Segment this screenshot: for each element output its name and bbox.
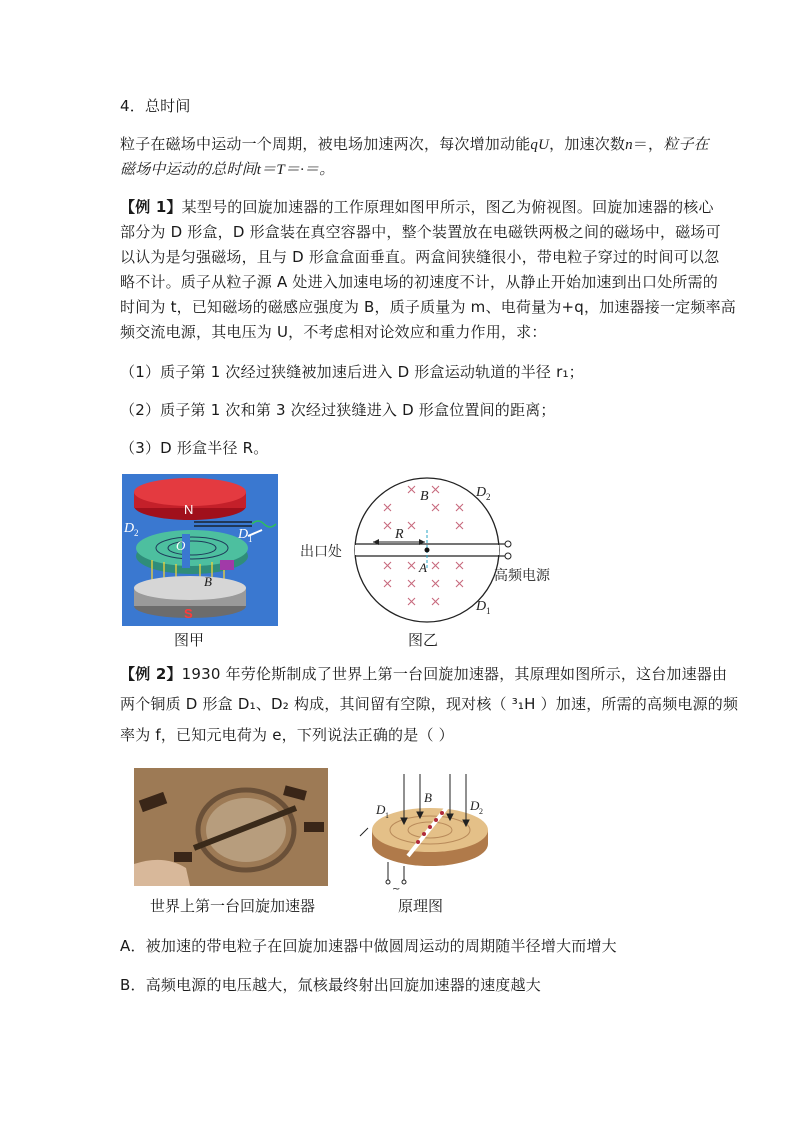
para-text: ＝，	[632, 135, 664, 153]
example1-tag: 【例 1】	[120, 198, 182, 216]
var-n: n	[625, 137, 633, 153]
var-qU: qU	[530, 137, 550, 153]
example2-text: 1930 年劳伦斯制成了世界上第一台回旋加速器，其原理如图所示，这台加速器由	[181, 665, 728, 683]
first-cyclotron-photo	[134, 768, 328, 886]
para-text-italic: 粒子在	[663, 137, 709, 153]
para-time-line-1	[120, 134, 709, 155]
label-D1-sub: 1	[248, 534, 253, 544]
cyclotron-top-view-figure	[300, 476, 565, 626]
example1-line-5: 时间为 t，已知磁场的磁感应强度为 B，质子质量为 m、电荷量为+q，加速器接一定频率高	[120, 298, 736, 316]
option-a: A．被加速的带电粒子在回旋加速器中做圆周运动的周期随半径增大而增大	[120, 937, 617, 955]
cyclotron-3d-figure	[122, 474, 278, 626]
example1-text: 某型号的回旋加速器的工作原理如图甲所示，图乙为俯视图。回旋加速器的核心	[181, 198, 714, 216]
label-D1-sub: 1	[385, 811, 389, 820]
label-A: A	[419, 560, 427, 575]
label-S: S	[184, 606, 193, 621]
example1-line-2: 部分为 D 形盒，D 形盒装在真空容器中，整个装置放在电磁铁两极之间的磁场中，磁场可	[120, 223, 721, 241]
para-text: 粒子在磁场中运动一个周期，被电场加速两次，每次增加动能	[120, 135, 531, 153]
label-D2-sub: 2	[134, 528, 139, 538]
example2-tag: 【例 2】	[120, 665, 182, 683]
caption-principle: 原理图	[398, 897, 444, 915]
option-b: B．高频电源的电压越大，氚核最终射出回旋加速器的速度越大	[120, 976, 541, 994]
para-time-line-2: 磁场中运动的总时间t＝T＝·＝。	[120, 162, 335, 178]
example1-question-2: （2）质子第 1 次和第 3 次经过狭缝进入 D 形盒位置间的距离；	[120, 401, 556, 419]
label-D2: D	[124, 521, 135, 536]
label-D1-sub: 1	[486, 606, 491, 616]
para-text: ，加速次数	[549, 135, 626, 153]
label-D2-sub: 2	[479, 807, 483, 816]
example2-line-1	[120, 664, 727, 684]
label-B: B	[424, 790, 432, 805]
example1-line-3: 以认为是匀强磁场，且与 D 形盒盒面垂直。两盒间狭缝很小，带电粒子穿过的时间可以忽	[120, 248, 720, 266]
label-D1: D	[476, 599, 487, 614]
label-O: O	[176, 538, 186, 553]
example2-line-3: 率为 f，已知元电荷为 e，下列说法正确的是（ ）	[120, 726, 454, 744]
label-D2: D	[476, 485, 487, 500]
label-D1: D	[238, 527, 249, 542]
principle-diagram	[358, 770, 498, 892]
label-D2-sub: 2	[486, 492, 491, 502]
label-B: B	[204, 574, 212, 589]
example1-question-3: （3）D 形盒半径 R。	[120, 439, 269, 457]
caption-photo: 世界上第一台回旋加速器	[150, 897, 316, 915]
example1-line-4: 略不计。质子从粒子源 A 处进入加速电场的初速度不计，从静止开始加速到出口处所需的	[120, 273, 719, 291]
example2-line-2: 两个铜质 D 形盒 D₁、D₂ 构成，其间留有空隙，现对核（ ³₁H ）加速，所需的高频电源的频	[120, 695, 739, 713]
example1-line-6: 频交流电源，其电压为 U，不考虑相对论效应和重力作用，求：	[120, 323, 547, 341]
label-exit: 出口处	[300, 544, 342, 560]
caption-fig-yi: 图乙	[408, 631, 439, 649]
label-D1: D	[376, 802, 386, 817]
label-N: N	[184, 502, 194, 517]
label-B: B	[420, 489, 429, 504]
section-heading: 4．总时间	[120, 97, 191, 115]
label-R: R	[395, 527, 404, 542]
label-D2: D	[470, 798, 480, 813]
example1-question-1: （1）质子第 1 次经过狭缝被加速后进入 D 形盒运动轨道的半径 r₁；	[120, 363, 584, 381]
caption-fig-jia: 图甲	[174, 631, 205, 649]
example1-line-1	[120, 197, 714, 217]
label-ac-symbol: ~	[392, 884, 401, 892]
label-power: 高频电源	[494, 568, 550, 584]
